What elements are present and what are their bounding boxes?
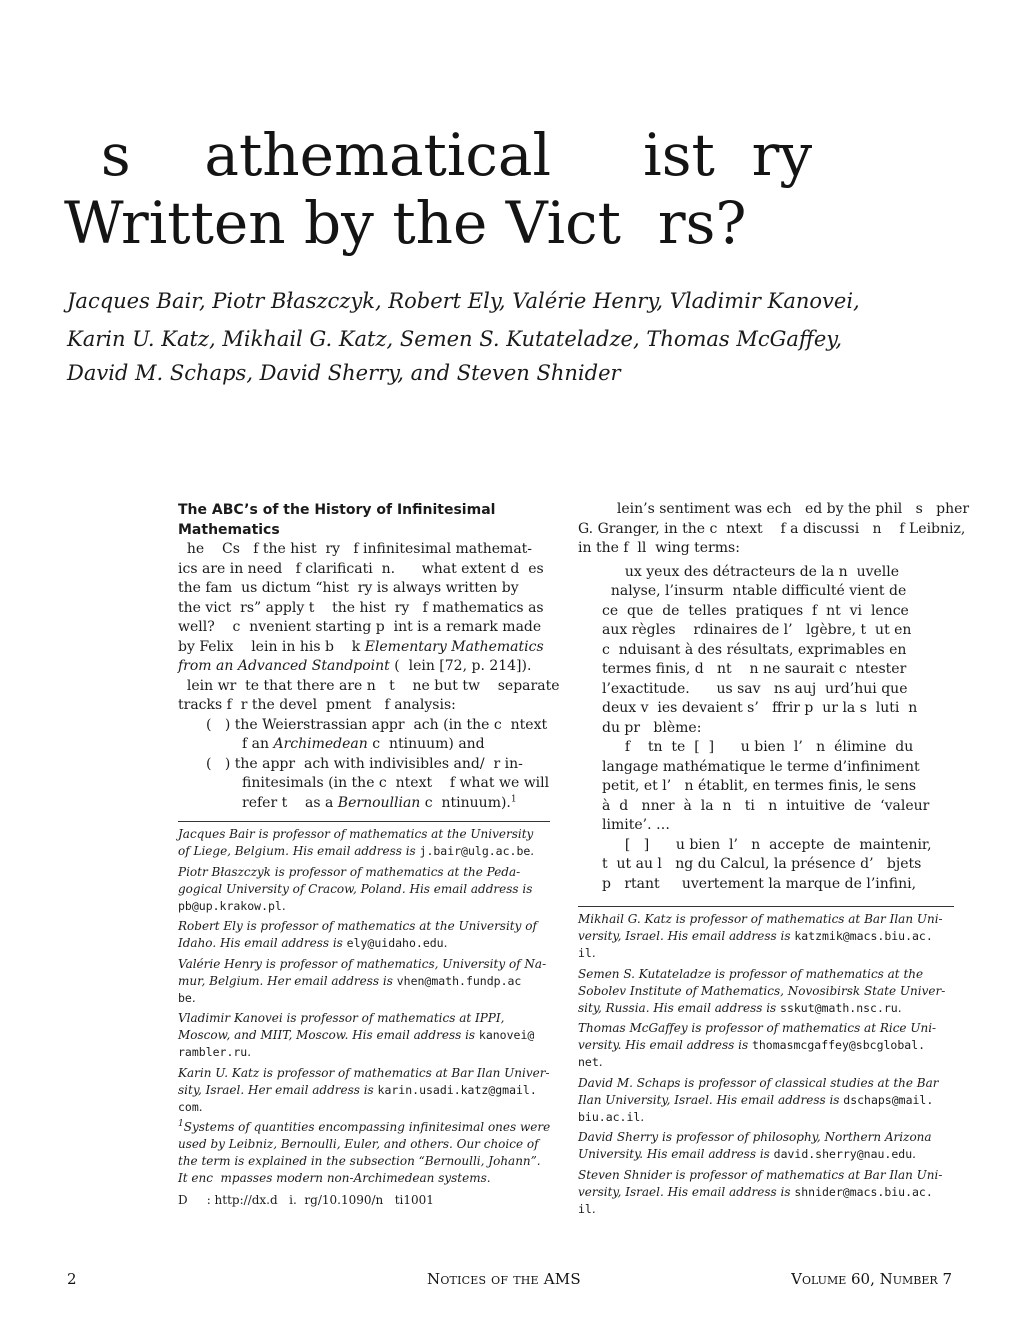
email-link[interactable]: shnider@macs.biu.ac. [794,1184,933,1199]
bio-text: Valérie Henry is professor of mathematics, University of Na- [178,956,547,971]
footnote-text: It enc mpasses modern non-Archimedean systems. [178,1171,491,1185]
bio-text [178,1082,550,1099]
bio-text [578,1109,954,1126]
body-line [178,657,550,677]
quote-line: l’exactitude. us sav ns auj urd’hui que [602,680,908,697]
text: refer t as a [242,794,338,811]
text: versity, Israel. His email address is [578,1184,795,1199]
quote-line: du pr blème: [602,719,702,736]
article-title-line-2: Written by the Vict rs? [64,189,747,257]
quote-line: f tn te [ ] u bien l’ n élimine du [616,739,914,755]
author-bio [178,864,550,915]
intro-paragraph [178,540,560,716]
quote-line: c nduisant à des résultats, exprimables en [602,641,907,658]
email-link[interactable]: dschaps@mail. [843,1092,934,1107]
author-bio [178,918,550,952]
granger-paragraph [578,500,970,559]
body-line: lein’s sentiment was ech ed by the phil s pher [608,501,970,517]
bio-text [578,1146,954,1163]
quote-line: limite’. … [602,817,670,833]
quote-line: t ut au l ng du Calcul, la présence d’ bjets [602,856,922,872]
footnote-rule [178,821,550,822]
section-heading-line-1: The ABC’s of the History of Infinitesimal [178,502,496,518]
bio-text [178,990,550,1007]
quote-line: petit, et l’ n établit, en termes finis, le sens [602,778,917,794]
bio-text: Mikhail G. Katz is professor of mathematics at Bar Ilan Uni- [578,912,943,926]
text: mur, Belgium. Her email address is [178,973,397,988]
text: by Felix lein in his b k [178,638,365,655]
author-bio [578,1020,954,1071]
email-link-cont[interactable]: rambler.ru [178,1045,248,1059]
email-link[interactable]: ely@uidaho.edu [346,936,444,950]
quote-line: nalyse, l’insurm ntable difficulté vient de [602,583,907,599]
body-line [178,638,550,658]
doi-link[interactable]: D : http://dx.d i. rg/10.1090/n ti1001 [178,1192,434,1207]
body-line: lein wr te that there are n t ne but tw separate [178,677,560,694]
bio-text [178,898,550,915]
body-line: the vict rs” apply t the hist ry f mathematics as [178,599,544,616]
block-quote [578,563,954,895]
email-link-cont[interactable]: il [578,946,592,960]
bio-text [578,1054,954,1071]
bio-text [178,843,550,860]
text: c ntinuum) and [367,736,485,752]
text: . [247,1045,252,1059]
author-bio [578,1129,954,1163]
text: University. His email address is [578,1147,774,1161]
footnote-text: the term is explained in the subsection “Bernoulli, Johann”. [178,1154,541,1168]
text: versity, Israel. His email address is [578,929,795,943]
footnote [178,1119,550,1187]
author-bio [578,966,954,1017]
text: . [530,844,535,858]
footnote-rule [578,906,954,907]
author-list-line-1: Jacques Bair, Piotr Błaszczyk, Robert Ely, Valérie Henry, Vladimir Kanovei, [67,289,860,313]
author-bio [178,1010,550,1061]
text: . [640,1109,645,1124]
body-line: the fam us dictum “hist ry is always written by [178,580,519,596]
quote-line: ux yeux des détracteurs de la n uvelle [616,563,900,580]
quote-line: p rtant uvertement la marque de l’infini, [602,875,917,892]
bio-text [578,1201,954,1218]
bio-text [578,945,954,962]
body-line: well? c nvenient starting p int is a remark made [178,619,542,635]
text: . [443,936,448,950]
author-bio [178,826,550,860]
body-line: tracks f r the devel pment f analysis: [178,697,456,713]
right-column [578,500,970,1221]
bio-text: Vladimir Kanovei is professor of mathematics at IPPI, [178,1011,505,1025]
author-bios-right [578,911,954,1218]
bio-text: Sobolev Institute of Mathematics, Novosibirsk State Univer- [578,983,946,998]
email-link[interactable]: sskut@math.nsc.ru [780,1000,898,1015]
text: . [198,1099,203,1114]
text: . [912,1147,916,1161]
footnote-number: 1 [178,1119,184,1129]
bio-text: Semen S. Kutateladze is professor of mathematics at the [578,966,924,981]
list-item-a-cont [178,735,550,755]
bio-text [578,1184,954,1201]
bio-text [178,973,550,990]
emphasis: Archimedean [273,736,368,752]
bio-text: Karin U. Katz is professor of mathematics at Bar Ilan Univer- [178,1065,550,1080]
email-link[interactable]: thomasmcgaffey@sbcglobal. [751,1038,926,1052]
bio-text [578,1000,954,1017]
page-number: 2 [67,1270,77,1288]
bio-text [578,1037,954,1054]
email-link-cont[interactable]: net [578,1055,599,1069]
email-link[interactable]: pb@up.krakow.pl [178,898,282,913]
author-bio [578,911,954,962]
bio-text [178,1099,550,1116]
text: . [897,1000,902,1015]
email-link[interactable]: karin.usadi.katz@gmail. [377,1082,537,1097]
author-bio [578,1167,954,1218]
body-line: he Cs f the hist ry f infinitesimal mathemat- [178,541,533,557]
quote-line: ce que de telles pratiques f nt vi lence [602,602,909,619]
journal-name: Notices of the AMS [427,1270,581,1288]
article-title-line-1: s athematical ist ry [64,121,813,189]
email-link[interactable]: katzmik@macs.biu.ac. [794,929,933,943]
body-line: in the f ll wing terms: [578,540,740,556]
email-link-cont[interactable]: com [178,1099,199,1114]
enumerated-list [178,716,550,814]
text: Systems of quantities encompassing infinitesimal ones were [183,1120,551,1134]
email-link[interactable]: vhen@math.fundp.ac [396,973,522,988]
bio-text: gogical University of Cracow, Poland. His email address is [178,881,533,896]
author-bios-left [178,826,550,1209]
list-item-b: ( ) the appr ach with indivisibles and/ r in- [206,755,523,772]
volume-issue: Volume 60, Number 7 [791,1270,952,1288]
bio-text: Robert Ely is professor of mathematics at the University of [178,919,537,933]
book-title: Elementary Mathematics [364,638,544,655]
emphasis: Bernoullian [337,794,421,811]
text: of Liege, Belgium. His email address is [178,844,420,858]
text: . [591,1201,596,1216]
author-bio [178,1065,550,1116]
list-item-b-cont [178,794,550,814]
text: . [591,946,596,960]
bio-text: Jacques Bair is professor of mathematics at the University [178,827,534,841]
author-bio [578,1075,954,1126]
bio-text: Thomas McGaffey is professor of mathematics at Rice Uni- [578,1021,937,1035]
quote-line: à d nner à la n ti n intuitive de ‘valeur [602,797,930,814]
email-link-cont[interactable]: il [578,1201,592,1216]
quote-line: aux règles rdinaires de l’ lgèbre, t ut en [602,622,912,638]
quote-line: deux v ies devaient s’ ffrir p ur la s luti n [602,700,918,716]
list-item-b-cont: finitesimals (in the c ntext f what we will [242,775,550,791]
book-title-cont: from an Advanced Standpoint [178,658,390,674]
text: versity. His email address is [578,1038,752,1052]
quote-line: langage mathématique le terme d’infiniment [602,758,920,775]
text: Moscow, and MIIT, Moscow. His email address is [178,1028,479,1042]
text: c ntinuum). [420,794,511,811]
quote-line: termes finis, d nt n ne saurait c ntester [602,661,907,677]
footnote-text: used by Leibniz, Bernoulli, Euler, and others. Our choice of [178,1137,539,1151]
footnote-text [178,1119,550,1136]
email-link-cont[interactable]: biu.ac.il [578,1109,641,1124]
body-line: ics are in need f clarificati n. what extent d es [178,560,544,577]
email-link[interactable]: j.bair@ulg.ac.be [419,844,531,858]
text: . [191,990,196,1005]
text: sity, Russia. His email address is [578,1000,781,1015]
body-line: G. Granger, in the c ntext f a discussi n f Leibniz, [578,520,966,537]
text: f an [242,736,274,752]
author-bio [178,956,550,1007]
email-link[interactable]: david.sherry@nau.edu [773,1147,913,1161]
bio-text: Steven Shnider is professor of mathematics at Bar Ilan Uni- [578,1167,943,1182]
bio-text: Piotr Błaszczyk is professor of mathematics at the Peda- [178,864,521,879]
author-list-line-2: Karin U. Katz, Mikhail G. Katz, Semen S. Kutateladze, Thomas McGaffey, [67,327,843,351]
text: sity, Israel. Her email address is [178,1082,378,1097]
quote-line: [ ] u bien l’ n accepte de maintenir, [616,836,932,853]
footnote-marker: 1 [510,793,517,804]
text: . [281,898,286,913]
text: Ilan University, Israel. His email address is [578,1092,844,1107]
author-list-line-3: David M. Schaps, David Sherry, and Steven Shnider [67,361,621,385]
bio-text [178,1044,550,1061]
bio-text [178,935,550,952]
text: Idaho. His email address is [178,936,347,950]
bio-text [578,1092,954,1109]
section-heading-line-2: Mathematics [178,522,280,538]
text: . [598,1055,603,1069]
left-column [178,500,560,1209]
citation: ( lein [72, p. 214]). [389,658,532,674]
bio-text [578,928,954,945]
email-link[interactable]: kanovei@ [478,1028,535,1042]
email-link-cont[interactable]: be [178,990,192,1005]
bio-text [178,1027,550,1044]
bio-text: David Sherry is professor of philosophy, Northern Arizona [578,1130,932,1144]
bio-text: David M. Schaps is professor of classical studies at the Bar [578,1075,939,1090]
list-item-a: ( ) the Weierstrassian appr ach (in the c ntext [206,716,548,733]
